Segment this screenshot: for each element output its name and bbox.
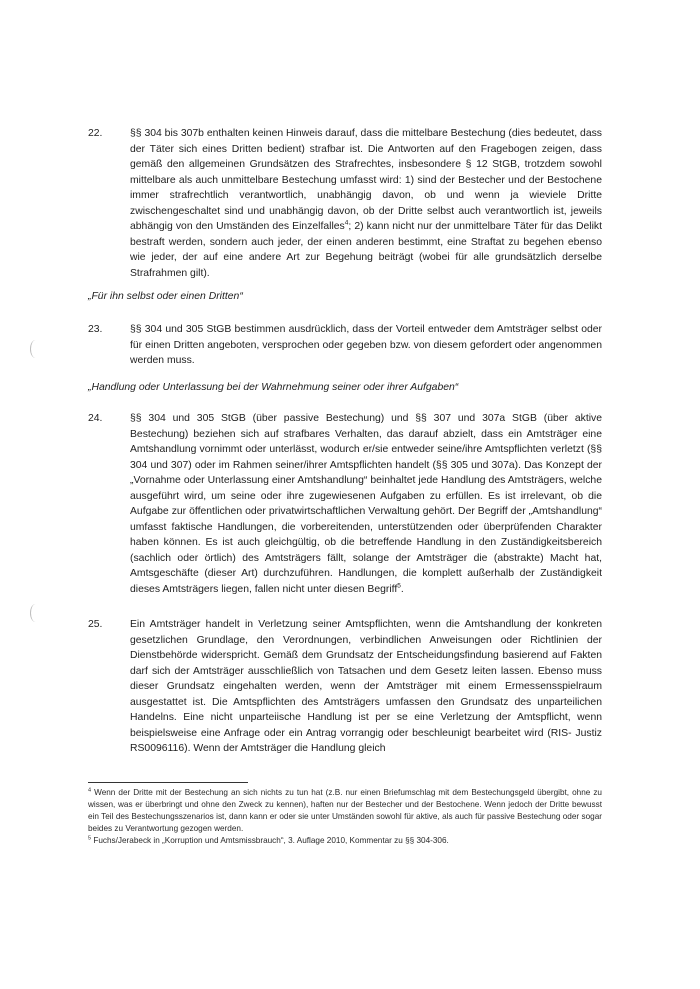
footnote-marker: 5 bbox=[88, 835, 92, 842]
paragraph-text: §§ 304 bis 307b enthalten keinen Hinweis darauf, dass die mittelbare Bestechung (dies bedeutet, dass der Täter sich eines Dritten bedient) strafbar ist. Die Antworten auf den Fragebogen zeigen, dass gemäß den allgemeinen Grundsätzen des Strafrechtes, insbesondere § 12 StGB, trotzdem sowohl mittelbare als auch unmittelbare Bestechung umfasst wird: 1) sind der Bestecher und der Bestochene immer strafrechtlich verantwortlich, unabhängig davon, ob und wenn ja wieviele Dritte zwischengeschaltet sind und unabhängig davon, ob der Dritte selbst auch verantwortlich ist, jeweils abhängig von den Umständen des Einzelfalles$^4$; 2) kann nicht nur der unmittelbare Täter für das Delikt bestraft werden, sondern auch jeder, der einen anderen bestimmt, eine Straftat zu begehen ebenso wie jeder, der auf eine andere Art zur Begehung beiträgt (wobei für alle grundsätzlich derselbe Strafrahmen gilt). bbox=[130, 128, 602, 279]
footnotes bbox=[88, 787, 602, 847]
paragraph-text: §§ 304 und 305 StGB (über passive Bestechung) und §§ 307 und 307a StGB (über aktive Bestechung) beziehen sich auf strafbares Verhalten, das darauf abzielt, dass ein Amtsträger eine Amtshandlung vornimmt oder unterlässt, wodurch er/sie entweder seine/ihre Amtspflichten verletzt (§§ 304 und 307) oder im Rahmen seiner/ihrer Amtspflichten handelt (§§ 305 und 307a). Das Konzept der „Vornahme oder Unterlassung einer Amtshandlung“ beinhaltet jede Handlung des Amtsträgers, welche ausgeführt wird, um seine oder ihre zugewiesenen Aufgaben zu erfüllen. Es ist irrelevant, ob die Aufgabe zur öffentlichen oder privatwirtschaftlichen Verwaltung gehört. Der Begriff der „Amtshandlung“ umfasst faktische Handlungen, die vorbereitenden, unterstützenden oder überprüfenden Charakter haben können. Es ist auch gleichgültig, ob die betreffende Handlung in den Zuständigkeitsbereich (sachlich oder örtlich) des Amtsträgers fällt, solange der Amtsträger die (abstrakte) Macht hat, Amtsgeschäfte (dieser Art) durchzuführen. Handlungen, die komplett außerhalb der Zuständigkeit dieses Amtsträgers liegen, fallen nicht unter diesen Begriff$^5$. bbox=[130, 413, 602, 595]
scan-hole-mark bbox=[30, 604, 41, 622]
footnote-separator bbox=[88, 782, 248, 783]
paragraph-number: 25. bbox=[88, 619, 103, 630]
paragraph-number: 24. bbox=[88, 413, 103, 424]
section-heading: „Handlung oder Unterlassung bei der Wahrnehmung seiner oder ihrer Aufgaben“ bbox=[88, 382, 459, 393]
footnote-4: $^4$ Wenn der Dritte mit der Bestechung an sich nichts zu tun hat (z.B. nur einen Briefumschlag mit dem Bestechungsgeld übergibt, ohne zu wissen, was er überbringt und ohne den Zweck zu kennen), haften nur der Bestecher und der Bestochene. Wenn jedoch der Dritte bewusst ein Teil des Bestechungsszenarios ist, dann kann er oder sie unter Umständen sowohl für aktive, als auch für passive Bestechung oder sogar beides zu Verantwortung gezogen werden. bbox=[88, 787, 602, 833]
paragraph-number: 22. bbox=[88, 128, 103, 139]
section-heading: „Für ihn selbst oder einen Dritten“ bbox=[88, 291, 243, 302]
paragraph-text: §§ 304 und 305 StGB bestimmen ausdrücklich, dass der Vorteil entweder dem Amtsträger selbst oder für einen Dritten angeboten, versprochen oder gegeben bzw. von diesem gefordert oder angenommen werden muss. bbox=[130, 324, 602, 366]
paragraph-text: Ein Amtsträger handelt in Verletzung seiner Amtspflichten, wenn die Amtshandlung der konkreten gesetzlichen Grundlage, den Verordnungen, verbindlichen Anweisungen oder Richtlinien der Dienstbehörde widerspricht. Gemäß dem Grundsatz der Entscheidungsfindung basierend auf Fakten darf sich der Amtsträger ausschließlich von Tatsachen und dem Gesetz leiten lassen. Ebenso muss dieser Grundsatz eingehalten werden, wenn der Amtsträger mit einem Ermessensspielraum ausgestattet ist. Die Amtspflichten des Amtsträgers umfassen den Grundsatz des unparteilichen Handelns. Eine nicht unparteiische Handlung ist per se eine Verletzung der Amtspflicht, wenn beispielsweise eine Anfrage oder ein Antrag vorrangig oder beschleunigt bearbeitet wird (RIS- Justiz RS0096116). Wenn der Amtsträger die Handlung gleich bbox=[130, 619, 602, 754]
scan-hole-mark bbox=[30, 340, 41, 358]
footnote-ref-5[interactable]: 5 bbox=[397, 582, 401, 590]
footnote-ref-4[interactable]: 4 bbox=[344, 219, 349, 227]
footnote-marker: 4 bbox=[88, 787, 92, 794]
paragraph-number: 23. bbox=[88, 324, 103, 335]
footnote-5: $^5$ Fuchs/Jerabeck in „Korruption und Amtsmissbrauch“, 3. Auflage 2010, Kommentar zu §§ 304-306. bbox=[88, 835, 449, 845]
